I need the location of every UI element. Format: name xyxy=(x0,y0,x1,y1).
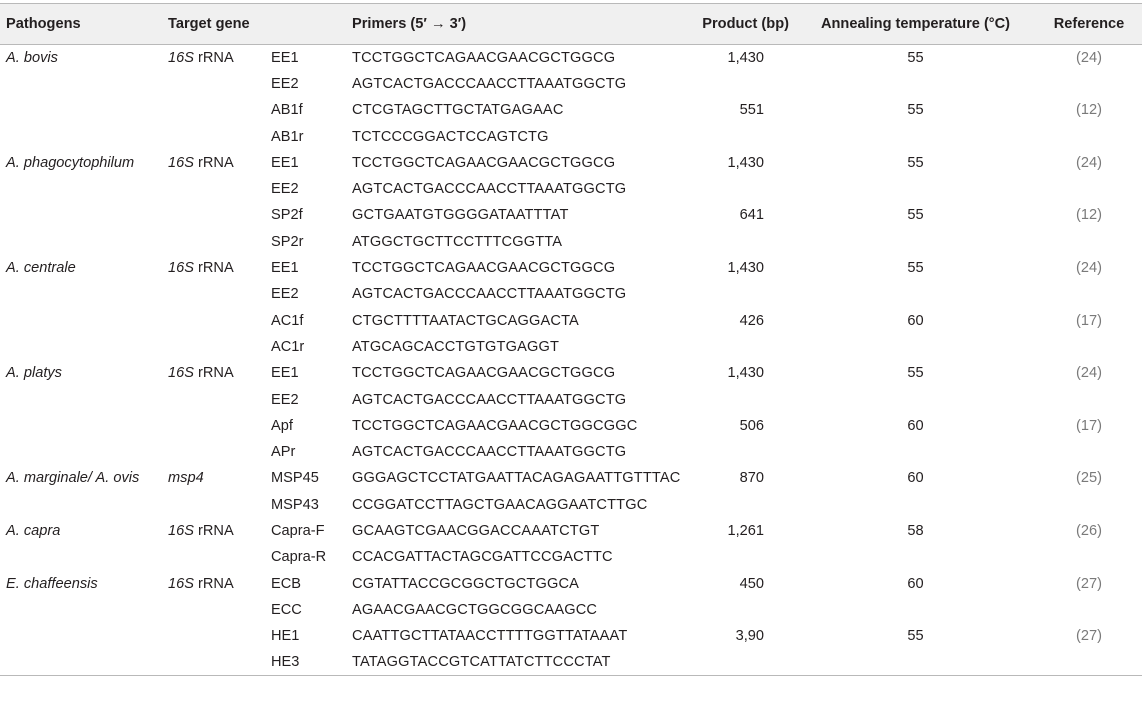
cell-primer-sequence: TATAGGTACCGTCATTATCTTCCCTAT xyxy=(352,649,692,675)
cell-primer-sequence: CCACGATTACTAGCGATTCCGACTTC xyxy=(352,544,692,570)
cell-pathogen xyxy=(0,202,164,228)
table-row xyxy=(0,123,1142,149)
cell-reference xyxy=(1036,71,1142,97)
cell-target-gene xyxy=(164,97,271,123)
table-row xyxy=(0,202,1142,228)
cell-target-gene xyxy=(164,623,271,649)
cell-pathogen xyxy=(0,492,164,518)
cell-pathogen xyxy=(0,307,164,333)
header-spacer xyxy=(271,4,352,45)
table-row xyxy=(0,281,1142,307)
cell-product: 1,430 xyxy=(692,255,795,281)
cell-annealing-temperature xyxy=(795,649,1036,675)
cell-target-gene xyxy=(164,439,271,465)
cell-annealing-temperature: 60 xyxy=(795,413,1036,439)
cell-product: 3,90 xyxy=(692,623,795,649)
cell-reference: (24) xyxy=(1036,45,1142,71)
header-row xyxy=(0,4,1142,45)
gene-italic-part: msp4 xyxy=(168,470,204,487)
table-row xyxy=(0,97,1142,123)
cell-pathogen: A. marginale/ A. ovis xyxy=(0,465,164,491)
table-row xyxy=(0,255,1142,281)
cell-target-gene xyxy=(164,465,271,491)
cell-reference xyxy=(1036,439,1142,465)
cell-target-gene xyxy=(164,45,271,71)
cell-primer-name: EE1 xyxy=(271,255,352,281)
table-row xyxy=(0,229,1142,255)
cell-product: 1,430 xyxy=(692,360,795,386)
cell-product: 870 xyxy=(692,465,795,491)
cell-primer-sequence: CTCGTAGCTTGCTATGAGAAC xyxy=(352,97,692,123)
cell-product: 641 xyxy=(692,202,795,228)
cell-target-gene xyxy=(164,597,271,623)
cell-primer-sequence: AGAACGAACGCTGGCGGCAAGCC xyxy=(352,597,692,623)
table-row xyxy=(0,518,1142,544)
cell-annealing-temperature xyxy=(795,334,1036,360)
header-target-gene: Target gene xyxy=(164,4,271,45)
cell-product: 1,261 xyxy=(692,518,795,544)
cell-primer-name: ECC xyxy=(271,597,352,623)
cell-primer-name: EE2 xyxy=(271,71,352,97)
gene-rest-part: rRNA xyxy=(193,575,234,592)
cell-pathogen xyxy=(0,123,164,149)
cell-primer-name: EE2 xyxy=(271,281,352,307)
cell-reference: (27) xyxy=(1036,623,1142,649)
cell-target-gene xyxy=(164,413,271,439)
cell-product xyxy=(692,649,795,675)
gene-rest-part: rRNA xyxy=(193,49,234,66)
cell-primer-name: HE3 xyxy=(271,649,352,675)
header-reference: Reference xyxy=(1036,4,1142,45)
cell-annealing-temperature: 60 xyxy=(795,570,1036,596)
cell-product xyxy=(692,439,795,465)
cell-product: 551 xyxy=(692,97,795,123)
table-row xyxy=(0,307,1142,333)
gene-rest-part: rRNA xyxy=(193,260,234,277)
cell-annealing-temperature: 55 xyxy=(795,360,1036,386)
cell-primer-sequence: AGTCACTGACCCAACCTTAAATGGCTG xyxy=(352,281,692,307)
cell-pathogen: A. centrale xyxy=(0,255,164,281)
cell-pathogen xyxy=(0,439,164,465)
cell-annealing-temperature xyxy=(795,71,1036,97)
cell-reference: (12) xyxy=(1036,97,1142,123)
cell-primer-name: AB1r xyxy=(271,123,352,149)
cell-primer-name: AC1r xyxy=(271,334,352,360)
cell-target-gene xyxy=(164,281,271,307)
cell-pathogen xyxy=(0,97,164,123)
cell-product xyxy=(692,123,795,149)
cell-reference xyxy=(1036,176,1142,202)
table-row xyxy=(0,45,1142,71)
cell-primer-sequence: CCGGATCCTTAGCTGAACAGGAATCTTGC xyxy=(352,492,692,518)
cell-annealing-temperature xyxy=(795,229,1036,255)
cell-annealing-temperature: 55 xyxy=(795,150,1036,176)
table-row xyxy=(0,386,1142,412)
cell-annealing-temperature: 55 xyxy=(795,97,1036,123)
cell-target-gene xyxy=(164,518,271,544)
cell-target-gene xyxy=(164,544,271,570)
cell-target-gene xyxy=(164,570,271,596)
cell-pathogen: A. capra xyxy=(0,518,164,544)
cell-target-gene xyxy=(164,202,271,228)
cell-reference: (17) xyxy=(1036,413,1142,439)
cell-reference xyxy=(1036,597,1142,623)
gene-italic-part: 16S xyxy=(168,260,194,277)
cell-primer-sequence: AGTCACTGACCCAACCTTAAATGGCTG xyxy=(352,71,692,97)
table-row xyxy=(0,570,1142,596)
cell-product xyxy=(692,386,795,412)
cell-target-gene xyxy=(164,176,271,202)
cell-primer-name: EE1 xyxy=(271,360,352,386)
gene-italic-part: 16S xyxy=(168,365,194,382)
primer-table xyxy=(0,3,1142,676)
cell-primer-sequence: TCTCCCGGACTCCAGTCTG xyxy=(352,123,692,149)
cell-primer-sequence: CTGCTTTTAATACTGCAGGACTA xyxy=(352,307,692,333)
cell-reference xyxy=(1036,386,1142,412)
cell-primer-sequence: TCCTGGCTCAGAACGAACGCTGGCGGC xyxy=(352,413,692,439)
cell-annealing-temperature xyxy=(795,123,1036,149)
cell-annealing-temperature: 55 xyxy=(795,623,1036,649)
cell-product xyxy=(692,597,795,623)
cell-annealing-temperature: 55 xyxy=(795,255,1036,281)
cell-primer-sequence: TCCTGGCTCAGAACGAACGCTGGCG xyxy=(352,45,692,71)
cell-product xyxy=(692,229,795,255)
cell-product xyxy=(692,281,795,307)
cell-target-gene xyxy=(164,334,271,360)
cell-annealing-temperature xyxy=(795,439,1036,465)
cell-annealing-temperature: 58 xyxy=(795,518,1036,544)
cell-reference xyxy=(1036,229,1142,255)
table-row xyxy=(0,71,1142,97)
cell-pathogen xyxy=(0,229,164,255)
cell-primer-name: MSP45 xyxy=(271,465,352,491)
cell-pathogen xyxy=(0,413,164,439)
cell-annealing-temperature: 55 xyxy=(795,45,1036,71)
cell-reference xyxy=(1036,123,1142,149)
cell-product xyxy=(692,176,795,202)
cell-primer-sequence: CAATTGCTTATAACCTTTTGGTTATAAAT xyxy=(352,623,692,649)
cell-target-gene xyxy=(164,307,271,333)
cell-pathogen xyxy=(0,386,164,412)
table-row xyxy=(0,360,1142,386)
cell-product: 1,430 xyxy=(692,45,795,71)
table-row xyxy=(0,334,1142,360)
cell-annealing-temperature xyxy=(795,386,1036,412)
cell-primer-name: EE1 xyxy=(271,150,352,176)
table-row xyxy=(0,544,1142,570)
table-row xyxy=(0,176,1142,202)
gene-rest-part: rRNA xyxy=(193,154,234,171)
cell-reference: (24) xyxy=(1036,360,1142,386)
cell-pathogen xyxy=(0,281,164,307)
cell-reference: (17) xyxy=(1036,307,1142,333)
cell-primer-sequence: TCCTGGCTCAGAACGAACGCTGGCG xyxy=(352,255,692,281)
cell-reference xyxy=(1036,492,1142,518)
cell-primer-name: Apf xyxy=(271,413,352,439)
cell-pathogen xyxy=(0,544,164,570)
cell-product: 506 xyxy=(692,413,795,439)
cell-reference: (25) xyxy=(1036,465,1142,491)
table-row xyxy=(0,439,1142,465)
cell-product xyxy=(692,544,795,570)
cell-annealing-temperature xyxy=(795,176,1036,202)
cell-primer-name: HE1 xyxy=(271,623,352,649)
cell-pathogen xyxy=(0,176,164,202)
cell-primer-sequence: AGTCACTGACCCAACCTTAAATGGCTG xyxy=(352,386,692,412)
cell-primer-name: APr xyxy=(271,439,352,465)
cell-product: 450 xyxy=(692,570,795,596)
table-row xyxy=(0,597,1142,623)
cell-primer-sequence: AGTCACTGACCCAACCTTAAATGGCTG xyxy=(352,439,692,465)
cell-primer-name: EE2 xyxy=(271,386,352,412)
cell-primer-name: MSP43 xyxy=(271,492,352,518)
cell-primer-name: EE1 xyxy=(271,45,352,71)
cell-product xyxy=(692,71,795,97)
cell-annealing-temperature xyxy=(795,281,1036,307)
gene-italic-part: 16S xyxy=(168,49,194,66)
table-header xyxy=(0,4,1142,45)
cell-pathogen: A. phagocytophilum xyxy=(0,150,164,176)
cell-reference xyxy=(1036,334,1142,360)
gene-italic-part: 16S xyxy=(168,575,194,592)
gene-italic-part: 16S xyxy=(168,154,194,171)
cell-reference: (24) xyxy=(1036,150,1142,176)
cell-pathogen xyxy=(0,71,164,97)
cell-product xyxy=(692,492,795,518)
cell-reference: (12) xyxy=(1036,202,1142,228)
gene-rest-part: rRNA xyxy=(193,522,234,539)
cell-target-gene xyxy=(164,386,271,412)
cell-annealing-temperature xyxy=(795,597,1036,623)
cell-annealing-temperature xyxy=(795,544,1036,570)
cell-primer-sequence: GCTGAATGTGGGGATAATTTAT xyxy=(352,202,692,228)
table-row xyxy=(0,623,1142,649)
header-pathogens: Pathogens xyxy=(0,4,164,45)
cell-primer-sequence: ATGCAGCACCTGTGTGAGGT xyxy=(352,334,692,360)
cell-reference: (26) xyxy=(1036,518,1142,544)
cell-primer-name: AB1f xyxy=(271,97,352,123)
cell-primer-name: Capra-F xyxy=(271,518,352,544)
cell-reference xyxy=(1036,281,1142,307)
cell-target-gene xyxy=(164,255,271,281)
cell-primer-sequence: GGGAGCTCCTATGAATTACAGAGAATTGTTTAC xyxy=(352,465,692,491)
table-row xyxy=(0,492,1142,518)
cell-pathogen xyxy=(0,649,164,675)
cell-annealing-temperature: 55 xyxy=(795,202,1036,228)
cell-target-gene xyxy=(164,492,271,518)
cell-product xyxy=(692,334,795,360)
cell-primer-name: SP2r xyxy=(271,229,352,255)
header-annealing-temperature: Annealing temperature (°C) xyxy=(795,4,1036,45)
header-product: Product (bp) xyxy=(692,4,795,45)
cell-reference: (24) xyxy=(1036,255,1142,281)
gene-rest-part: rRNA xyxy=(193,365,234,382)
cell-primer-name: ECB xyxy=(271,570,352,596)
cell-annealing-temperature: 60 xyxy=(795,465,1036,491)
table-body xyxy=(0,45,1142,676)
table-row xyxy=(0,465,1142,491)
cell-pathogen: A. bovis xyxy=(0,45,164,71)
cell-primer-sequence: ATGGCTGCTTCCTTTCGGTTA xyxy=(352,229,692,255)
cell-primer-name: Capra-R xyxy=(271,544,352,570)
cell-pathogen xyxy=(0,334,164,360)
cell-annealing-temperature: 60 xyxy=(795,307,1036,333)
cell-annealing-temperature xyxy=(795,492,1036,518)
cell-primer-sequence: TCCTGGCTCAGAACGAACGCTGGCG xyxy=(352,150,692,176)
cell-primer-name: SP2f xyxy=(271,202,352,228)
gene-italic-part: 16S xyxy=(168,522,194,539)
cell-target-gene xyxy=(164,649,271,675)
cell-product: 1,430 xyxy=(692,150,795,176)
cell-primer-name: EE2 xyxy=(271,176,352,202)
table-row xyxy=(0,413,1142,439)
table-row xyxy=(0,649,1142,675)
cell-reference xyxy=(1036,649,1142,675)
header-primers: Primers (5′ → 3′) xyxy=(352,4,692,45)
cell-primer-sequence: AGTCACTGACCCAACCTTAAATGGCTG xyxy=(352,176,692,202)
cell-target-gene xyxy=(164,71,271,97)
cell-target-gene xyxy=(164,123,271,149)
cell-product: 426 xyxy=(692,307,795,333)
cell-pathogen: E. chaffeensis xyxy=(0,570,164,596)
cell-pathogen: A. platys xyxy=(0,360,164,386)
cell-target-gene xyxy=(164,150,271,176)
cell-reference xyxy=(1036,544,1142,570)
cell-reference: (27) xyxy=(1036,570,1142,596)
cell-primer-name: AC1f xyxy=(271,307,352,333)
cell-primer-sequence: CGTATTACCGCGGCTGCTGGCA xyxy=(352,570,692,596)
cell-primer-sequence: GCAAGTCGAACGGACCAAATCTGT xyxy=(352,518,692,544)
cell-primer-sequence: TCCTGGCTCAGAACGAACGCTGGCG xyxy=(352,360,692,386)
cell-target-gene xyxy=(164,229,271,255)
cell-pathogen xyxy=(0,623,164,649)
cell-pathogen xyxy=(0,597,164,623)
cell-target-gene xyxy=(164,360,271,386)
table-row xyxy=(0,150,1142,176)
